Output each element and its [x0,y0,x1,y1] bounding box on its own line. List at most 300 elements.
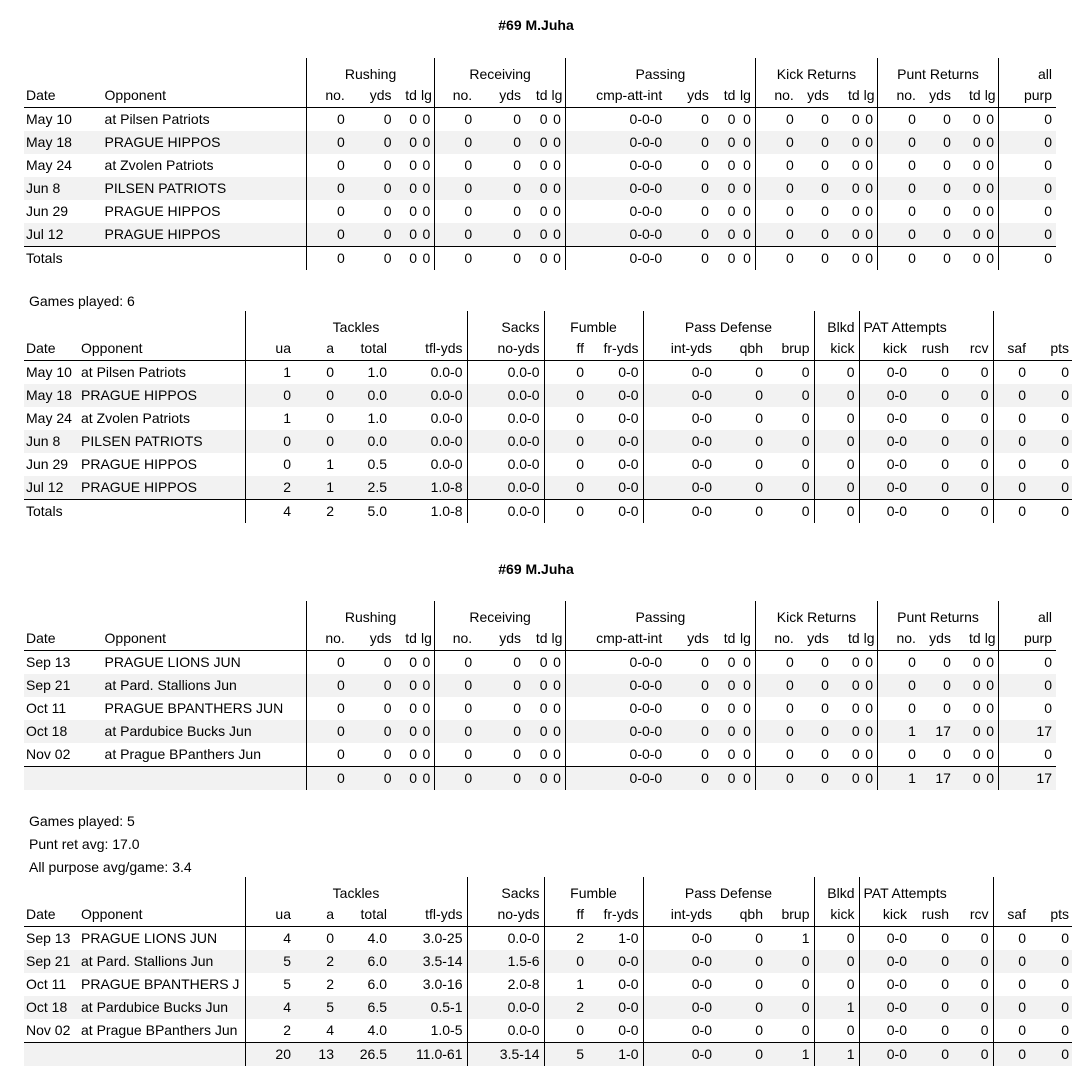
table-row [24,1019,1072,1043]
table-cell: Jul 12 [24,223,103,247]
table-cell: 0-0-0 [565,177,666,200]
table-cell: 0 [1030,430,1072,453]
totals-cell: 0 [716,500,767,524]
table-cell: 0.0-0 [430,410,463,426]
table-cell: 0 [993,996,1030,1019]
column-header: kick [814,337,859,361]
column-header: yds [920,84,955,108]
table-cell: 0 [877,674,919,697]
column-header: tfl-yds [391,337,467,361]
table-cell: Oct 11 [26,976,67,992]
table-cell: 0 [739,720,755,743]
column-header: rcv [953,903,993,927]
column-header: brup [767,903,814,927]
table-cell: 3.0-16 [422,976,463,992]
table-cell: at Pard. Stallions Jun [103,674,307,697]
table-cell: 0 [421,131,435,154]
table-cell: 0 [739,177,755,200]
column-header: kick [814,903,859,927]
column-header: td [833,84,864,108]
table-cell: 0 [755,200,797,223]
table-cell: PILSEN PATRIOTS [79,430,245,453]
table-cell: PRAGUE BPANTHERS J [81,976,240,992]
column-header: lg [552,84,566,108]
table-cell: 0 [993,927,1030,951]
table-cell: 0 [552,674,566,697]
table-cell: 0-0 [588,950,643,973]
table-cell: 0 [864,177,878,200]
totals-cell: 0 [396,247,421,271]
table-cell: 0 [821,157,829,173]
table-cell: at Pilsen Patriots [104,111,210,127]
totals-cell [103,767,307,791]
table-cell: 0 [713,131,740,154]
table-cell: 0 [755,651,797,675]
table-cell: 0 [814,1019,859,1043]
table-cell: 0 [877,154,919,177]
table-cell: 0 [544,453,588,476]
totals-cell: 0 [833,247,864,271]
column-header: kick [859,903,911,927]
column-header: td [525,627,552,651]
group-header: PAT Attempts [859,311,993,337]
table-cell: 0 [877,177,919,200]
totals-cell: 0-0-0 [565,247,666,271]
table-cell: 0 [421,177,435,200]
column-header: int-yds [643,337,716,361]
table-cell: PRAGUE HIPPOS [103,131,307,154]
table-cell: 0 [798,674,833,697]
table-cell: 0 [409,157,417,173]
table-cell: 0 [739,223,755,247]
table-cell: 0-0 [859,384,911,407]
column-header: yds [476,84,525,108]
totals-cell: 0 [985,767,999,791]
table-cell: 0 [349,131,396,154]
table-cell: 0 [435,651,476,675]
table-cell: 5 [245,973,295,996]
totals-cell: 0 [955,247,985,271]
table-cell: 0-0 [643,476,716,500]
column-header: saf [993,903,1030,927]
column-header: td [713,84,740,108]
table-cell: May 24 [26,410,72,426]
table-cell: 2.0-8 [467,973,544,996]
totals-cell: 20 [245,1043,295,1067]
table-cell: 0-0-0 [565,154,666,177]
table-cell: May 24 [26,157,72,173]
table-cell: 0 [701,746,709,762]
table-cell: 0-0-0 [565,200,666,223]
table-cell: 0 [435,720,476,743]
group-header: Passing [565,58,755,84]
table-cell: 0-0 [859,476,911,500]
table-cell: Jun 8 [24,430,79,453]
totals-cell: 0 [713,247,740,271]
table-cell: 0 [476,720,525,743]
table-cell: 3.5-14 [391,950,467,973]
table-cell: 0 [544,950,588,973]
table-cell: 0-0 [643,361,716,385]
table-cell: 0 [476,177,525,200]
column-header: rush [911,337,953,361]
table-cell: 0 [755,674,797,697]
table-cell: 0 [701,700,709,716]
table-cell: 0 [980,410,989,426]
table-cell: 17 [920,720,955,743]
column-header: Opponent [79,903,245,927]
table-cell: 0 [993,476,1030,500]
table-cell: 0 [999,651,1056,675]
table-cell: Oct 18 [24,996,79,1019]
table-cell: 0 [306,154,348,177]
table-cell: 0 [833,223,864,247]
table-cell: 0 [553,654,561,670]
table-cell: 0 [953,950,993,973]
table-cell: 0-0 [618,364,639,380]
table-cell: 0.0-0 [467,996,544,1019]
table-cell: 0 [911,384,953,407]
table-cell: 0 [544,430,588,453]
table-row [24,674,1056,697]
table-row [24,453,1072,476]
table-cell: PRAGUE LIONS JUN [81,930,218,946]
table-cell: 0 [877,651,919,675]
table-cell: 0 [306,743,348,767]
column-header: Opponent [79,337,245,361]
table-cell: 0-0 [643,996,716,1019]
column-header: no. [877,84,919,108]
table-cell: 0 [306,697,348,720]
table-cell: 0 [821,111,829,127]
table-cell: 0 [993,407,1030,430]
table-cell: 0 [814,927,859,951]
table-cell: 0 [306,131,348,154]
table-cell: 0 [980,456,989,472]
table-cell: 0 [801,456,810,472]
totals-cell: 0 [306,767,348,791]
table-cell: 0 [972,111,981,127]
table-cell: 0 [911,996,953,1019]
totals-cell: 0 [911,500,953,524]
column-header: no-yds [467,903,544,927]
table-cell: 0 [833,131,864,154]
table-cell: 0 [877,743,919,767]
table-row [24,108,1056,132]
column-header: td [396,627,421,651]
table-cell: Sep 21 [24,950,79,973]
table-cell: 0 [814,476,859,500]
table-cell: 0 [755,108,797,132]
table-cell: 0 [383,203,392,219]
column-header: no. [435,84,476,108]
table-cell: 0-0-0 [565,697,666,720]
table-cell: 0 [985,177,999,200]
group-header-spacer [24,58,306,84]
table-cell: at Prague BPanthers Jun [81,1022,238,1038]
totals-cell: 0 [739,247,755,271]
table-cell: 0 [539,111,548,127]
table-cell: 0-0 [859,407,911,430]
table-cell: 0.0-0 [467,1019,544,1043]
table-cell: 0 [383,746,392,762]
totals-cell: 0.0-0 [467,500,544,524]
table-cell: 0 [1030,950,1072,973]
table-cell: 0 [553,111,561,127]
table-cell: 0 [716,384,767,407]
table-cell: 0 [1061,410,1069,426]
column-header: kick [859,337,911,361]
column-header: lg [864,84,878,108]
table-cell: 0 [814,973,859,996]
table-cell: Sep 13 [26,654,71,670]
offense-stats-table-2 [24,601,1056,790]
table-cell: at Pardubice Bucks Jun [79,996,245,1019]
totals-cell: 0 [993,1043,1030,1067]
column-header: tfl-yds [391,903,467,927]
totals-cell: 17 [920,767,955,791]
table-cell: 0 [349,720,396,743]
table-cell: 0-0 [588,476,643,500]
table-cell: 0-0 [643,1019,716,1043]
table-cell: 0 [539,700,548,716]
table-cell: 0 [1030,996,1072,1019]
totals-cell: 1.0-8 [391,500,467,524]
table-cell: 0 [993,973,1030,996]
table-cell: 0 [421,720,435,743]
totals-row [24,500,1072,524]
table-cell: at Zvolen Patriots [104,157,214,173]
table-cell: Oct 18 [24,720,103,743]
totals-cell: 0-0 [859,500,911,524]
table-cell: 0 [755,1022,763,1038]
column-header: total [338,903,391,927]
table-cell: 0 [422,203,431,219]
totals-cell: 0 [525,247,552,271]
table-cell: 0 [999,177,1056,200]
table-cell: 0-0 [859,996,911,1019]
column-header: Date [24,627,103,651]
table-cell: 0 [544,476,588,500]
totals-cell: 0 [1030,500,1072,524]
table-cell: 0 [435,154,476,177]
table-cell: 0 [865,111,873,127]
table-cell: Jun 29 [26,456,69,472]
table-cell: 0 [396,674,421,697]
totals-cell: 0 [349,247,396,271]
table-row [24,177,1056,200]
column-header: purp [999,84,1056,108]
table-cell: 0 [306,651,348,675]
column-header: Date [24,337,79,361]
table-row [24,384,1072,407]
table-cell: 0 [943,654,951,670]
table-cell: 0 [798,177,833,200]
totals-row [24,767,1056,791]
table-cell: 0 [326,364,334,380]
table-cell: Jun 8 [24,177,103,200]
column-header: td [525,84,552,108]
column-header: a [295,337,338,361]
totals-cell: 0 [877,247,919,271]
table-cell: 0 [993,361,1030,385]
table-cell: 2 [245,476,295,500]
table-cell: 0-0 [859,430,911,453]
column-header: no. [755,627,797,651]
group-header: Blkd [814,877,859,903]
table-cell: 0.0 [338,384,391,407]
group-header [993,877,1072,903]
table-cell: 0 [552,720,566,743]
table-cell: 0 [306,674,348,697]
defense-stats-table-2 [24,877,1072,1066]
table-cell: 0 [544,361,588,385]
table-cell: 17 [999,720,1056,743]
table-cell: 0 [767,950,814,973]
table-cell: 0 [980,930,989,946]
column-header: lg [864,627,878,651]
table-cell: 0 [525,177,552,200]
table-cell: 0 [953,430,993,453]
table-cell: 0 [409,111,417,127]
column-header: Opponent [103,84,307,108]
column-header: lg [421,84,435,108]
table-cell: 0 [525,223,552,247]
table-cell: 0-0 [859,453,911,476]
table-cell: 0 [955,720,985,743]
table-cell: 0-0-0 [565,223,666,247]
table-cell: 0 [999,674,1056,697]
table-cell: May 10 [26,111,72,127]
table-cell: 0 [435,223,476,247]
table-cell: 0 [553,700,561,716]
table-cell: Nov 02 [26,746,71,762]
table-cell: 0 [544,1019,588,1043]
table-cell: 0 [798,720,833,743]
table-cell: 0 [544,384,588,407]
table-cell: 0 [851,203,860,219]
table-cell: 0 [743,203,751,219]
column-header: no. [877,627,919,651]
table-cell: 0.0-0 [467,927,544,951]
table-cell: 0 [422,700,431,716]
table-cell: Jul 12 [24,476,79,500]
group-header: Punt Returns [877,58,998,84]
table-cell: 0 [767,430,814,453]
table-cell: 0 [972,746,981,762]
totals-cell: 0 [814,500,859,524]
table-cell: 0 [245,430,295,453]
table-cell: 4 [245,996,295,1019]
table-cell: 0 [326,410,334,426]
table-row [24,361,1072,385]
table-cell: 0 [727,157,736,173]
table-cell: 0 [701,111,709,127]
table-cell: 0 [993,453,1030,476]
table-cell: 0 [552,177,566,200]
column-header: lg [985,84,999,108]
totals-cell: 0 [1030,1043,1072,1067]
table-cell: 0-0 [859,973,911,996]
column-header: fr-yds [588,903,643,927]
table-cell: 1 [814,996,859,1019]
totals-cell: 0 [421,767,435,791]
column-header: no. [306,627,348,651]
column-header: yds [476,627,525,651]
table-cell: 0 [864,720,878,743]
table-cell: 0 [865,746,873,762]
column-header: no. [306,84,348,108]
table-cell: May 10 [26,364,72,380]
table-cell: Nov 02 [26,1022,71,1038]
page-title-2: #69 M.Juha [498,561,574,577]
totals-cell: 0 [349,767,396,791]
table-cell: 0 [920,674,955,697]
table-cell: 0 [943,700,951,716]
table-cell: 0 [999,154,1056,177]
table-cell: 0 [798,131,833,154]
table-cell: 6.0 [338,950,391,973]
table-cell: 0 [833,674,864,697]
table-cell: 0 [986,157,995,173]
group-header: Fumble [544,311,643,337]
table-cell: 0 [955,131,985,154]
table-cell: 0 [306,720,348,743]
totals-cell [79,1043,245,1067]
table-cell: Sep 21 [24,674,103,697]
column-header: td [396,84,421,108]
table-row [24,407,1072,430]
table-cell: 0 [833,177,864,200]
table-cell: 0 [525,674,552,697]
table-cell: 0 [865,654,873,670]
table-cell: 0 [911,950,953,973]
column-header: pts [1030,337,1072,361]
table-cell: 0 [739,674,755,697]
table-cell: 0.5-1 [391,996,467,1019]
table-cell: Jun 29 [26,203,69,219]
table-cell: 0-0 [643,950,716,973]
totals-cell [79,500,245,524]
table-cell: 0 [993,950,1030,973]
defense-stats-table [24,311,1072,523]
table-cell: 1.0-5 [430,1022,463,1038]
column-header: yds [666,627,713,651]
table-cell: 0 [713,720,740,743]
table-cell: 0 [986,654,995,670]
table-cell: 0 [435,108,476,132]
table-cell: 0 [666,674,713,697]
table-cell: 0 [986,203,995,219]
table-cell: 0 [941,364,949,380]
table-cell: 0 [941,976,949,992]
table-cell: 5 [245,950,295,973]
table-cell: 6.0 [367,976,387,992]
table-cell: 0 [999,131,1056,154]
table-cell: 0 [743,700,751,716]
table-cell: 0 [755,154,797,177]
totals-cell: 0 [306,247,348,271]
table-cell: 0 [1061,364,1069,380]
table-cell: 0 [877,697,919,720]
table-cell: 0 [727,203,736,219]
table-cell: 0-0 [643,973,716,996]
table-cell: 0 [993,1019,1030,1043]
table-cell: 2 [245,1019,295,1043]
table-cell: May 18 [24,384,79,407]
totals-cell: 0-0-0 [565,767,666,791]
table-cell: PRAGUE HIPPOS [79,384,245,407]
